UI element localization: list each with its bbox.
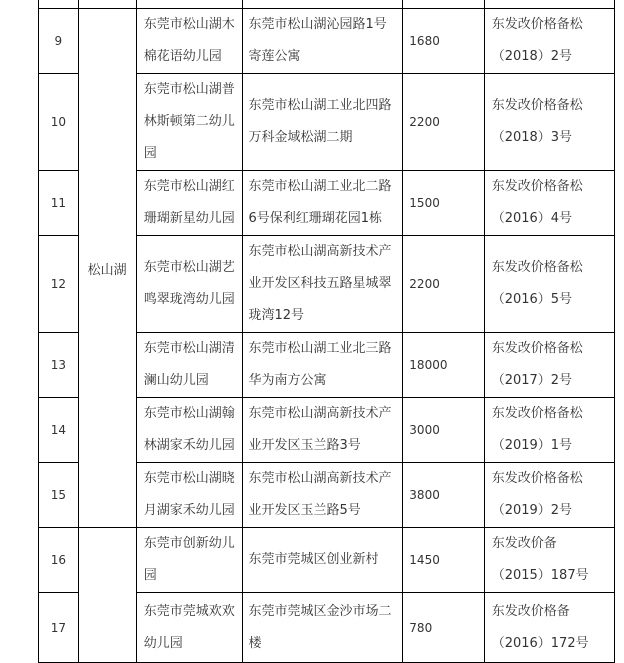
address-line: 6号保利红珊瑚花园1栋	[248, 211, 383, 226]
fee-value	[403, 398, 484, 463]
fee-value	[403, 171, 484, 236]
name-line: 棉花语幼儿园	[143, 49, 222, 64]
document-line: （2016）172号	[491, 635, 589, 651]
approval-document	[484, 74, 614, 171]
row-index	[39, 463, 79, 528]
table-row	[39, 9, 615, 74]
fee-value	[403, 593, 484, 663]
document-line: （2018）3号	[491, 130, 573, 145]
fee-text: 1450	[409, 553, 440, 567]
address-line: 东莞市松山湖高新技术产	[248, 471, 392, 486]
kindergarten-name	[136, 333, 242, 398]
address-line: 东莞市松山湖工业北三路	[248, 341, 392, 356]
kindergarten-address	[242, 236, 403, 333]
name-line: 澜山幼儿园	[143, 373, 209, 388]
name-line: 东莞市松山湖翰	[143, 406, 235, 421]
area-label: 松山湖	[87, 262, 127, 278]
name-line: 林湖家禾幼儿园	[143, 438, 235, 453]
kindergarten-address	[242, 74, 403, 171]
fee-value	[403, 528, 484, 593]
row-index-text: 12	[50, 277, 66, 291]
name-line: 东莞市松山湖艺	[143, 260, 235, 275]
area-cell	[78, 9, 136, 528]
document-line: 东发改价格备松	[491, 341, 583, 356]
kindergarten-name	[136, 171, 242, 236]
fee-text: 1680	[409, 34, 440, 48]
address-line: 东莞市松山湖高新技术产	[248, 406, 392, 421]
document-line: （2017）2号	[491, 373, 573, 388]
kindergarten-name	[136, 398, 242, 463]
approval-document	[484, 528, 614, 593]
kindergarten-address	[242, 463, 403, 528]
fee-value	[403, 463, 484, 528]
fee-table	[38, 0, 615, 663]
row-index-text: 15	[50, 488, 66, 502]
approval-document	[484, 236, 614, 333]
kindergarten-address	[242, 171, 403, 236]
row-index	[39, 236, 79, 333]
document-line: （2016）5号	[491, 292, 573, 307]
row-index	[39, 528, 79, 593]
address-line: 楼	[248, 635, 262, 651]
document-line: （2019）2号	[491, 503, 573, 518]
address-line: 东莞市松山湖高新技术产	[248, 244, 392, 259]
row-index	[39, 398, 79, 463]
address-line: 华为南方公寓	[248, 373, 327, 388]
document-line: （2019）1号	[491, 438, 573, 453]
row-index-text: 9	[54, 34, 63, 48]
table-row	[39, 528, 615, 593]
address-line: 业开发区玉兰路3号	[248, 438, 361, 453]
row-index	[39, 171, 79, 236]
name-line: 东莞市松山湖清	[143, 341, 235, 356]
name-line: 东莞市创新幼儿	[143, 536, 235, 551]
document-line: 东发改价格备松	[491, 260, 583, 275]
address-line: 业开发区玉兰路5号	[248, 503, 361, 518]
row-index-text: 16	[50, 553, 66, 567]
approval-document	[484, 171, 614, 236]
document-line: 东发改价格备松	[491, 17, 583, 32]
kindergarten-address	[242, 528, 403, 593]
name-line: 东莞市莞城欢欢	[143, 603, 235, 619]
table-row-partial	[39, 0, 615, 9]
document-line: 东发改价备	[491, 536, 557, 551]
fee-value	[403, 236, 484, 333]
fee-text: 780	[409, 620, 433, 635]
fee-value	[403, 9, 484, 74]
address-line: 万科金域松湖二期	[248, 130, 353, 145]
kindergarten-name	[136, 236, 242, 333]
document-line: 东发改价格备松	[491, 179, 583, 194]
address-line: 寄莲公寓	[248, 49, 301, 64]
row-index	[39, 74, 79, 171]
approval-document	[484, 333, 614, 398]
address-line: 东莞市松山湖工业北二路	[248, 179, 392, 194]
kindergarten-address	[242, 333, 403, 398]
kindergarten-address	[242, 9, 403, 74]
name-line: 鸣翠珑湾幼儿园	[143, 292, 235, 307]
name-line: 园	[143, 568, 157, 583]
row-index-text: 17	[50, 620, 66, 635]
name-line: 林斯顿第二幼儿	[143, 114, 235, 129]
approval-document	[484, 398, 614, 463]
kindergarten-address	[242, 593, 403, 663]
kindergarten-address	[242, 398, 403, 463]
name-line: 东莞市松山湖晓	[143, 471, 235, 486]
address-line: 东莞市莞城区创业新村	[248, 552, 379, 567]
name-line: 园	[143, 146, 157, 161]
name-line: 幼儿园	[143, 635, 183, 651]
row-index-text: 10	[50, 115, 66, 129]
address-line: 珑湾12号	[248, 308, 305, 323]
fee-text: 3000	[409, 423, 440, 437]
row-index-text: 14	[50, 423, 66, 437]
kindergarten-name	[136, 593, 242, 663]
document-line: （2018）2号	[491, 49, 573, 64]
address-line: 东莞市莞城区金沙市场二	[248, 603, 392, 619]
kindergarten-name	[136, 463, 242, 528]
row-index	[39, 593, 79, 663]
approval-document	[484, 9, 614, 74]
kindergarten-name	[136, 528, 242, 593]
approval-document	[484, 463, 614, 528]
fee-text: 18000	[409, 358, 448, 372]
approval-document	[484, 593, 614, 663]
address-line: 业开发区科技五路星城翠	[248, 276, 392, 291]
document-line: （2015）187号	[491, 568, 589, 583]
document-line: 东发改价格备	[491, 603, 570, 619]
name-line: 月湖家禾幼儿园	[143, 503, 235, 518]
address-line: 东莞市松山湖工业北四路	[248, 98, 392, 113]
row-index	[39, 333, 79, 398]
fee-text: 2200	[409, 277, 440, 291]
name-line: 珊瑚新星幼儿园	[143, 211, 235, 226]
name-line: 东莞市松山湖红	[143, 179, 235, 194]
fee-text: 1500	[409, 196, 440, 210]
document-line: 东发改价格备松	[491, 471, 583, 486]
document-line: 东发改价格备松	[491, 406, 583, 421]
area-cell-empty	[78, 528, 136, 663]
address-line: 东莞市松山湖沁园路1号	[248, 17, 387, 32]
fee-text: 3800	[409, 488, 440, 502]
name-line: 东莞市松山湖木	[143, 17, 235, 32]
kindergarten-name	[136, 9, 242, 74]
document-line: （2016）4号	[491, 211, 573, 226]
fee-value	[403, 74, 484, 171]
document-line: 东发改价格备松	[491, 98, 583, 113]
kindergarten-name	[136, 74, 242, 171]
fee-value	[403, 333, 484, 398]
fee-text: 2200	[409, 115, 440, 129]
name-line: 东莞市松山湖普	[143, 82, 235, 97]
row-index-text: 11	[50, 196, 66, 210]
row-index	[39, 9, 79, 74]
row-index-text: 13	[50, 358, 66, 372]
